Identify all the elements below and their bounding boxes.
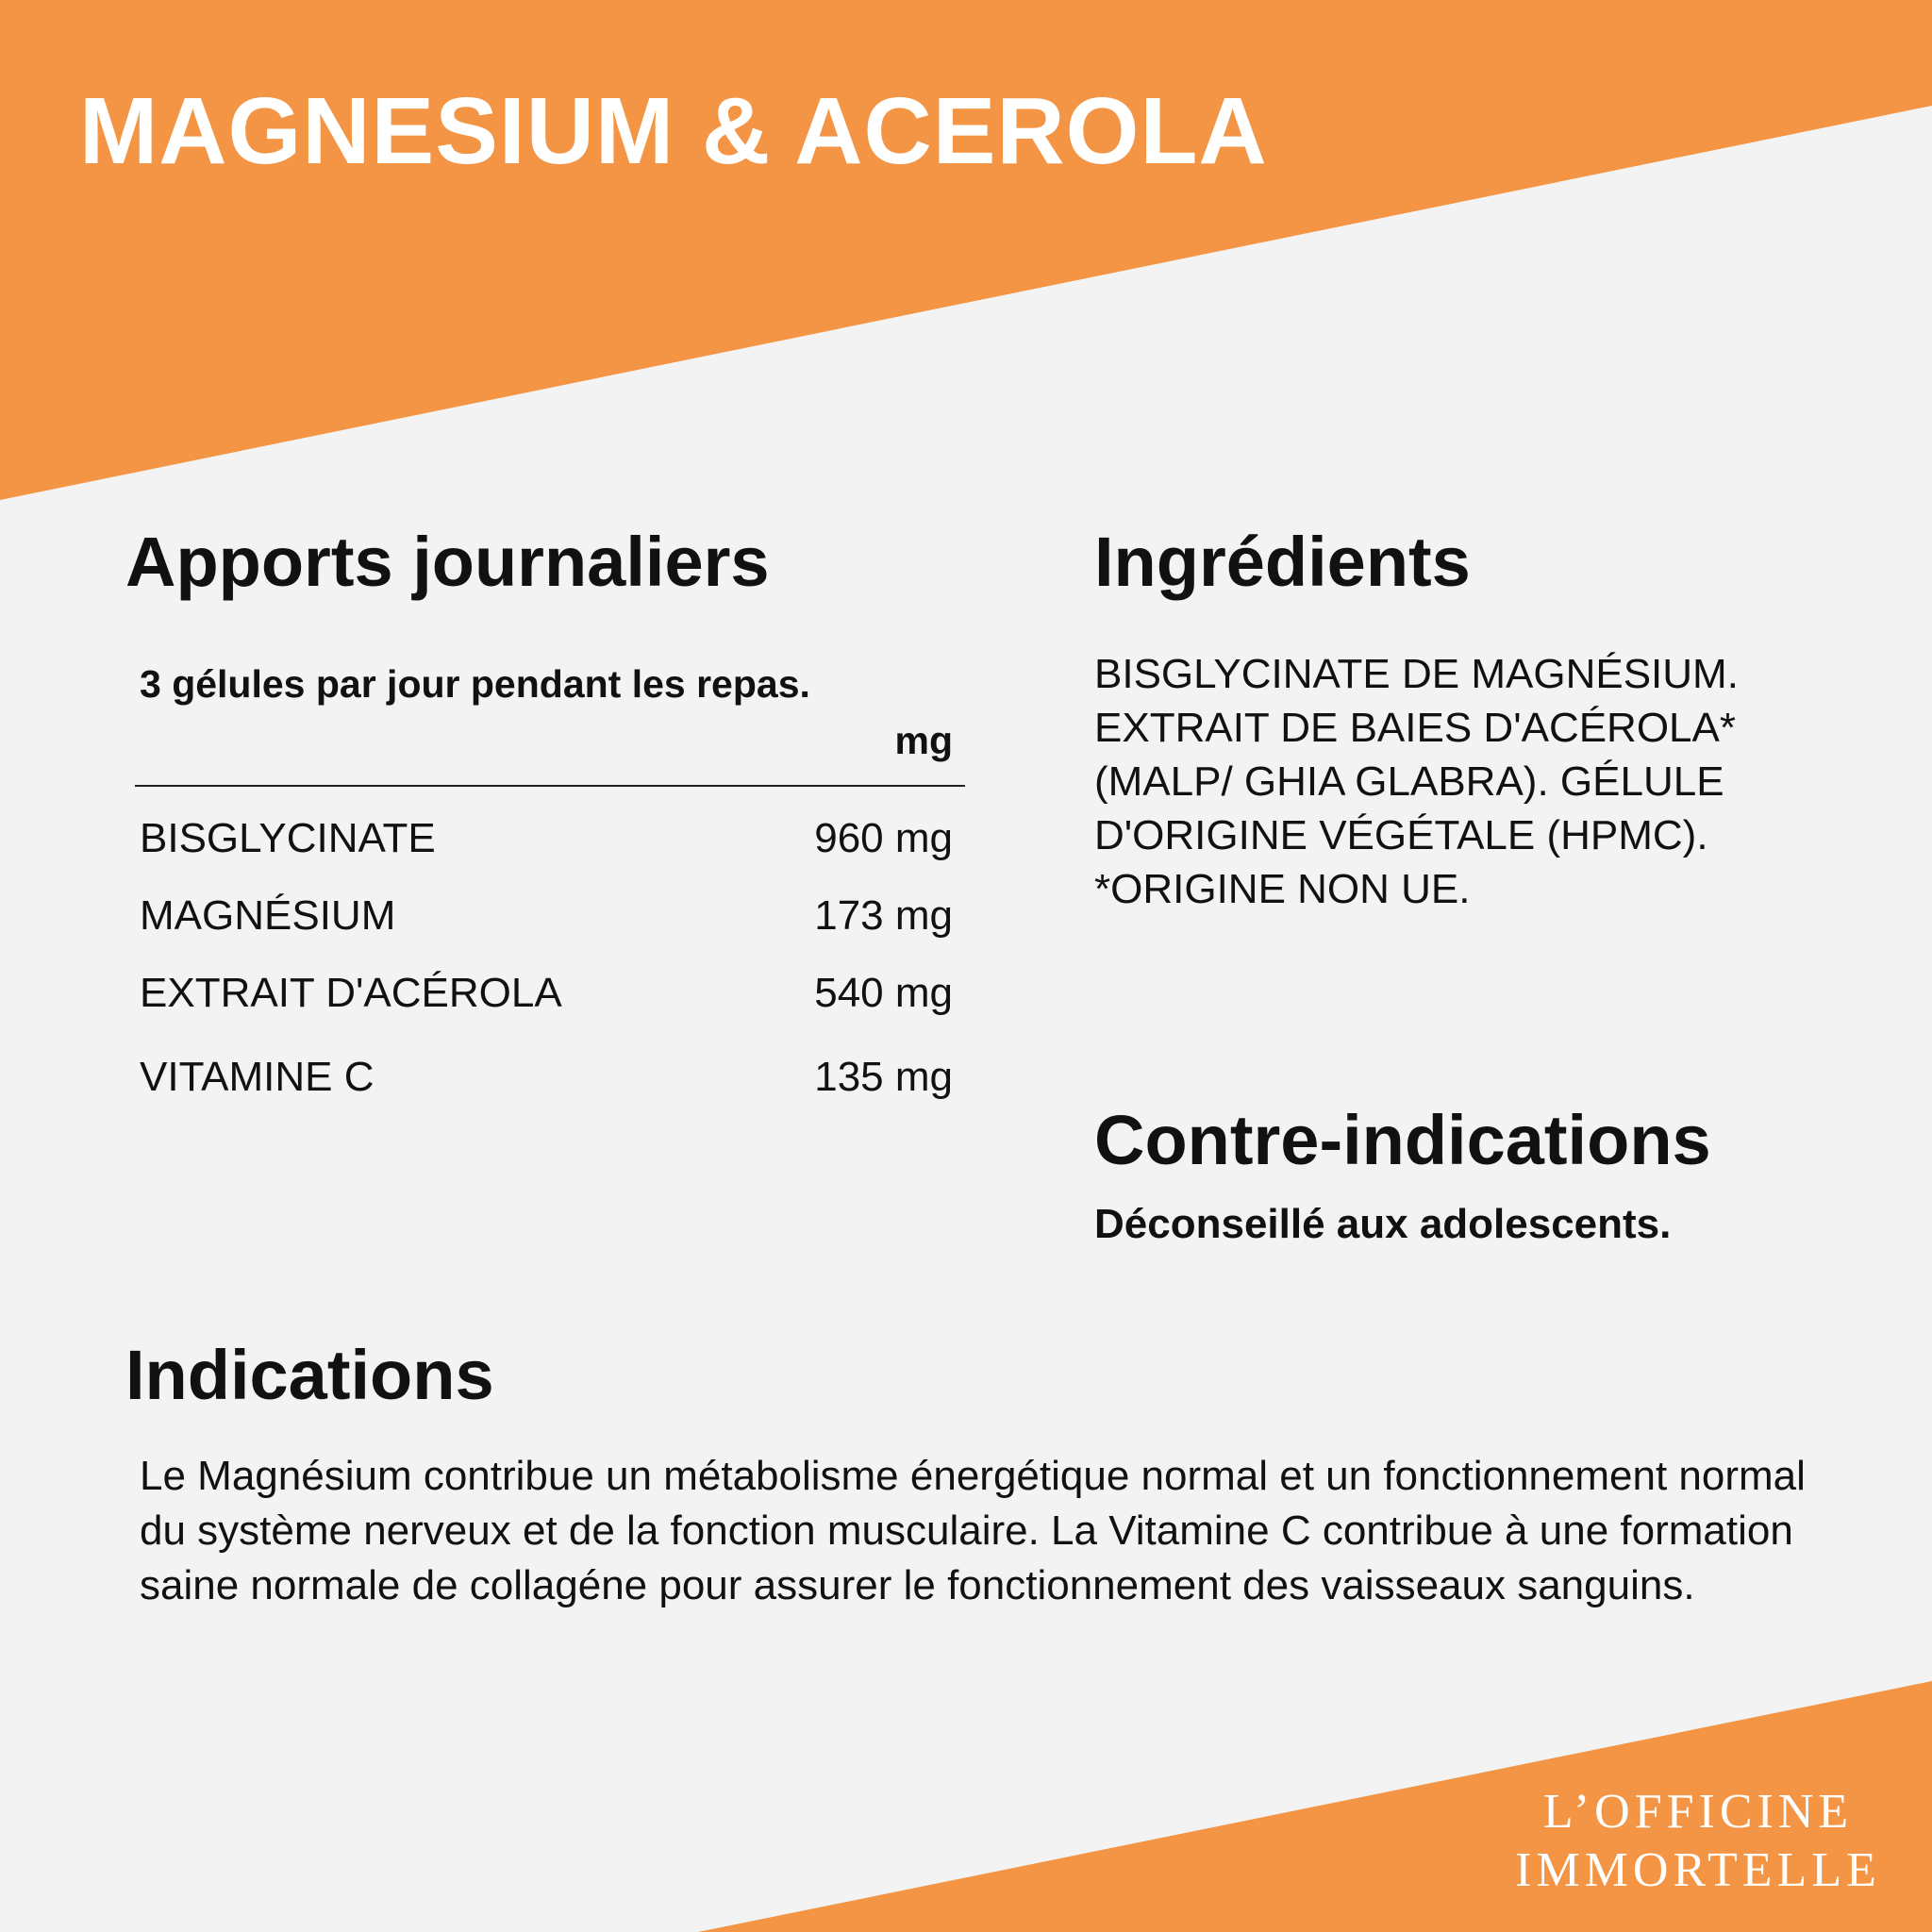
nutrient-value: 960 mg	[814, 815, 953, 861]
ingredients-text: BISGLYCINATE DE MAGNÉSIUM. EXTRAIT DE BAIES D'ACÉROLA* (MALP/ GHIA GLABRA). GÉLULE D'ORIGINE VÉGÉTALE (HPMC). *ORIGINE NON UE.	[1094, 651, 1739, 912]
ingredients-heading: Ingrédients	[1094, 523, 1471, 601]
indications-text: Le Magnésium contribue un métabolisme énergétique normal et un fonctionnement normal du système nerveux et de la fonction musculaire. La Vitamine C contribue à une formation saine normale de collagéne pour assurer le fonctionnement des vaisseaux sanguins.	[140, 1453, 1806, 1608]
nutrient-value: 173 mg	[814, 892, 953, 939]
nutrient-row-bisglycinate	[140, 815, 953, 862]
table-divider	[135, 785, 965, 787]
nutrient-name: VITAMINE C	[140, 1054, 375, 1100]
nutrient-name: MAGNÉSIUM	[140, 892, 396, 939]
contre-indications-text: Déconseillé aux adolescents.	[1094, 1201, 1672, 1247]
nutrient-value: 135 mg	[814, 1054, 953, 1100]
contre-indications-heading: Contre-indications	[1094, 1101, 1711, 1179]
nutrient-row-magnesium	[140, 892, 953, 940]
nutrient-row-vitamin-c	[140, 1054, 953, 1101]
dosage-note: 3 gélules par jour pendant les repas.	[140, 662, 810, 706]
nutrient-row-acerola	[140, 970, 953, 1017]
indications-heading: Indications	[125, 1336, 494, 1414]
product-title: MAGNESIUM & ACEROLA	[79, 78, 1268, 184]
nutrient-value: 540 mg	[814, 970, 953, 1016]
brand-line-2: IMMORTELLE	[1515, 1843, 1881, 1897]
nutrient-name: EXTRAIT D'ACÉROLA	[140, 970, 562, 1016]
apports-heading: Apports journaliers	[125, 523, 770, 601]
brand-line-1: L’OFFICINE	[1542, 1785, 1854, 1839]
unit-header: mg	[894, 719, 953, 762]
brand-logo	[1472, 1783, 1924, 1900]
top-orange-band	[0, 0, 1932, 500]
nutrient-name: BISGLYCINATE	[140, 815, 436, 861]
